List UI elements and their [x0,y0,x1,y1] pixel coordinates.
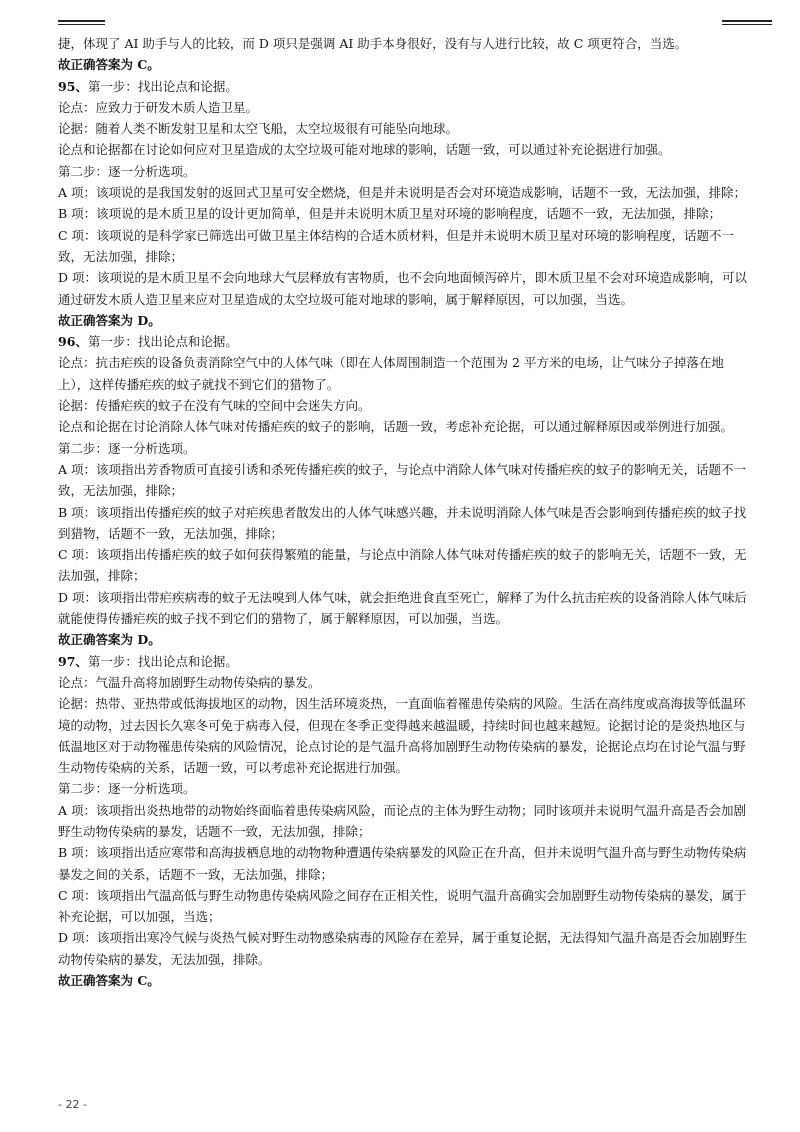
body-paragraph: C 项：该项指出气温高低与野生动物患传染病风险之间存在正相关性，说明气温升高确实会加剧野生动物传染病的暴发，属于补充论据，可以加强，当选； [58,887,747,925]
body-paragraph: 第二步：逐一分析选项。 [58,163,196,179]
body-paragraph: B 项：该项指出适应寒带和高海拔栖息地的动物物种遭遇传染病暴发的风险正在升高，但并未说明气温升高与野生动物传染病暴发之间的关系，话题不一致，无法加强，排除； [58,845,747,882]
body-paragraph: B 项：该项说的是木质卫星的设计更加简单，但是并未说明木质卫星对环境的影响程度，话题不一致，无法加强，排除； [58,206,722,222]
answer-line: 故正确答案为 C。 [58,57,160,73]
body-paragraph: A 项：该项指出炎热地带的动物始终面临着患传染病风险，而论点的主体为野生动物；同时该项并未说明气温升高是否会加剧野生动物传染病的暴发，话题不一致，无法加强，排除； [58,802,747,839]
body-paragraph: 论点：气温升高将加剧野生动物传染病的暴发。 [58,674,321,690]
question-number: 96、 [58,334,88,350]
body-paragraph: 第二步：逐一分析选项。 [58,440,196,456]
body-paragraph: 论据：热带、亚热带或低海拔地区的动物，因生活环境炎热，一直面临着罹患传染病的风险。生活在高纬度或高海拔等低温环境的动物，过去因长久寒冬可免于病毒入侵，但现在冬季正变得越来越温暖，持续时间也越来越短。论据讨论的是炎热地区与低温地区对于动物罹患传染病的风险情况，论点讨论的是气温升高将加剧野生动物传染病的暴发，论据论点均在讨论气温与野生动物传染病的关系，话题一致，可以考虑补充论据进行加强。 [58,696,746,776]
question-number: 97、 [58,653,88,669]
question-number: 95、 [58,78,88,94]
question-step-text: 第一步：找出论点和论据。 [87,653,238,669]
body-paragraph: 捷，体现了 AI 助手与人的比较，而 D 项只是强调 AI 助手本身很好，没有与人进行比较，故 C 项更符合，当选。 [58,36,688,51]
body-paragraph: 论点和论据在讨论消除人体气味对传播疟疾的蚊子的影响，话题一致，考虑补充论据，可以通过解释原因或举例进行加强。 [58,419,734,435]
question-heading [58,76,748,97]
body-paragraph: D 项：该项指出寒冷气候与炎热气候对野生动物感染病毒的风险存在差异，属于重复论据，无法得知气温升高是否会加剧野生动物传染病的暴发，无法加强，排除。 [58,930,747,967]
question-heading [58,651,748,672]
answer-line: 故正确答案为 C。 [58,973,160,989]
body-paragraph: A 项：该项说的是我国发射的返回式卫星可安全燃烧，但是并未说明是否会对环境造成影响，话题不一致，无法加强，排除； [58,185,747,201]
header-rule-left [58,20,105,22]
body-paragraph: C 项：该项说的是科学家已筛选出可做卫星主体结构的合适木质材料，但是并未说明木质卫星对环境的影响程度，话题不一致，无法加强，排除； [58,227,735,264]
question-step-text: 第一步：找出论点和论据。 [87,78,238,94]
body-paragraph: 论据：传播疟疾的蚊子在没有气味的空间中会迷失方向。 [58,398,371,414]
page-number: - 22 - [58,1098,87,1111]
body-paragraph: 论据：随着人类不断发射卫星和太空飞船，太空垃圾很有可能坠向地球。 [58,121,459,137]
body-paragraph: 第二步：逐一分析选项。 [58,781,196,797]
document-body [58,33,748,991]
header-rule-right [722,20,772,22]
body-paragraph: B 项：该项指出传播疟疾的蚊子对疟疾患者散发出的人体气味感兴趣，并未说明消除人体气味是否会影响到传播疟疾的蚊子找到猎物，话题不一致，无法加强，排除； [58,504,747,541]
body-paragraph: A 项：该项指出芳香物质可直接引诱和杀死传播疟疾的蚊子，与论点中消除人体气味对传播疟疾的蚊子的影响无关，话题不一致，无法加强，排除； [58,461,747,499]
answer-line: 故正确答案为 D。 [58,632,161,648]
body-paragraph: 论点和论据都在讨论如何应对卫星造成的太空垃圾可能对地球的影响，话题一致，可以通过补充论据进行加强。 [58,142,671,158]
body-paragraph: D 项：该项说的是木质卫星不会向地球大气层释放有害物质，也不会向地面倾泻碎片，即木质卫星不会对环境造成影响，可以通过研发木质人造卫星来应对卫星造成的太空垃圾可能对地球的影响，属于解释原因，可以加强，当选。 [58,270,747,307]
answer-line: 故正确答案为 D。 [58,312,161,328]
body-paragraph: 论点：应致力于研发木质人造卫星。 [58,99,259,115]
body-paragraph: 论点：抗击疟疾的设备负责消除空气中的人体气味（即在人体周围制造一个范围为 2 平方米的电场，让气味分子掉落在地上），这样传播疟疾的蚊子就找不到它们的猎物了。 [58,355,724,392]
body-paragraph: C 项：该项指出传播疟疾的蚊子如何获得繁殖的能量，与论点中消除人体气味对传播疟疾的蚊子的影响无关，话题不一致，无法加强，排除； [58,547,747,584]
body-paragraph: D 项：该项指出带疟疾病毒的蚊子无法嗅到人体气味，就会拒绝进食直至死亡，解释了为什么抗击疟疾的设备消除人体气味后就能使得传播疟疾的蚊子找不到它们的猎物了，属于解释原因，可以加强，当选。 [58,589,747,627]
question-heading [58,331,748,352]
question-step-text: 第一步：找出论点和论据。 [87,334,238,350]
